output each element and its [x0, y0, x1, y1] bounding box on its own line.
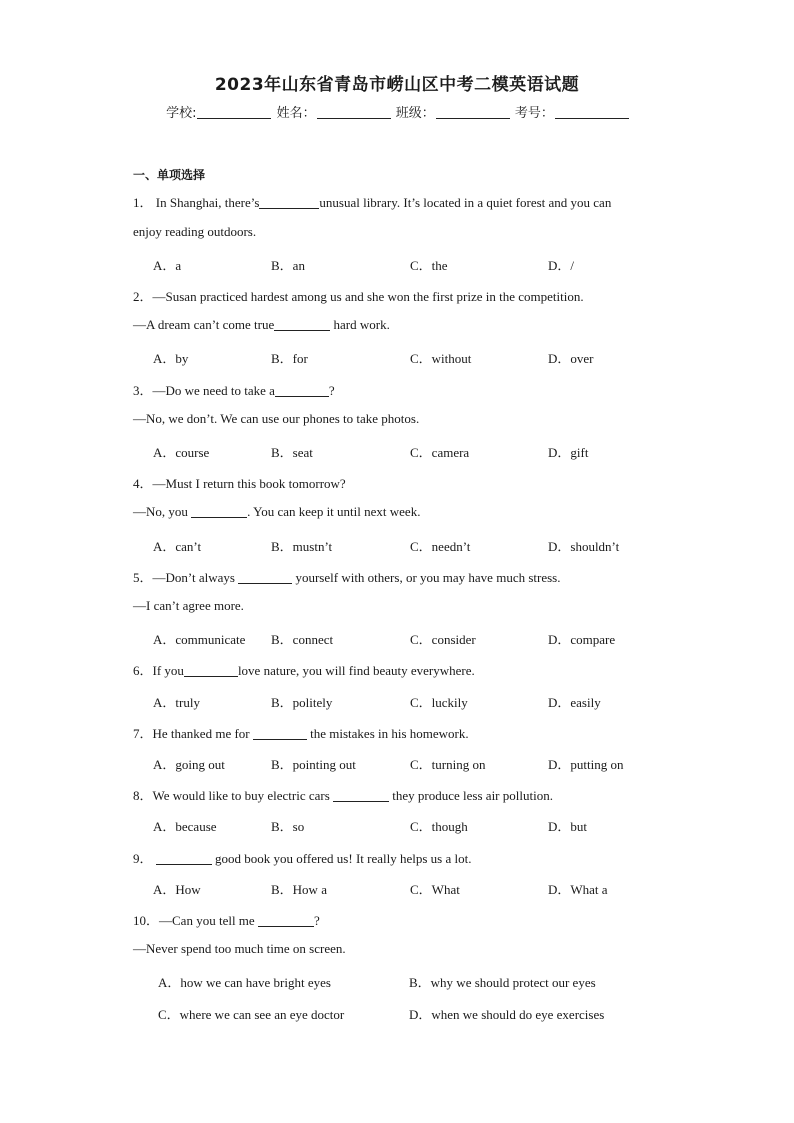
- option-c[interactable]: C．where we can see an eye doctor: [158, 1007, 345, 1022]
- question-1-line-1: 1． In Shanghai, there’s unusual library. It’s located in a quiet forest and you can: [133, 195, 612, 210]
- class-blank[interactable]: [436, 106, 510, 119]
- question-5-line-1: 5．—Don’t always yourself with others, or you may have much stress.: [133, 570, 561, 585]
- name-blank[interactable]: [317, 106, 391, 119]
- section-title: 一、单项选择: [133, 168, 206, 182]
- student-info-line: [0, 102, 794, 121]
- option-b[interactable]: B．seat: [271, 445, 313, 460]
- option-c[interactable]: C．What: [410, 882, 460, 897]
- option-a[interactable]: A．by: [153, 351, 189, 366]
- option-a[interactable]: A．course: [153, 445, 210, 460]
- option-d[interactable]: D．What a: [548, 882, 608, 897]
- option-a[interactable]: A．How: [153, 882, 201, 897]
- answer-blank[interactable]: [275, 384, 329, 397]
- exam-number-blank[interactable]: [555, 106, 629, 119]
- question-5-line-2: —I can’t agree more.: [133, 598, 244, 613]
- option-c[interactable]: C．turning on: [410, 757, 486, 772]
- option-b[interactable]: B．mustn’t: [271, 539, 333, 554]
- option-b[interactable]: B．How a: [271, 882, 327, 897]
- answer-blank[interactable]: [238, 571, 292, 584]
- question-7-options: [153, 754, 673, 772]
- option-d[interactable]: D．easily: [548, 695, 601, 710]
- option-b[interactable]: B．politely: [271, 695, 333, 710]
- answer-blank[interactable]: [259, 196, 319, 209]
- answer-blank[interactable]: [184, 664, 238, 677]
- school-label: 学校:: [166, 106, 197, 121]
- class-label: 班级：: [395, 106, 435, 121]
- question-10-line-2: —Never spend too much time on screen.: [133, 941, 346, 956]
- option-c[interactable]: C．though: [410, 819, 468, 834]
- answer-blank[interactable]: [253, 727, 307, 740]
- question-3-line-1: 3．—Do we need to take a ?: [133, 383, 335, 398]
- question-6-line-1: 6．If you love nature, you will find beauty everywhere.: [133, 663, 475, 678]
- option-a[interactable]: A．going out: [153, 757, 225, 772]
- option-a[interactable]: A．a: [153, 258, 182, 273]
- question-2-line-2: —A dream can’t come true hard work.: [133, 317, 390, 332]
- option-a[interactable]: A．how we can have bright eyes: [158, 975, 331, 990]
- exam-number-label: 考号：: [514, 106, 554, 121]
- question-1-line-2: enjoy reading outdoors.: [133, 224, 257, 239]
- option-b[interactable]: B．an: [271, 258, 305, 273]
- answer-blank[interactable]: [274, 318, 330, 331]
- option-d[interactable]: D．shouldn’t: [548, 539, 620, 554]
- question-4-line-1: 4．—Must I return this book tomorrow?: [133, 476, 346, 491]
- question-9-options: [153, 879, 673, 897]
- option-a[interactable]: A．communicate: [153, 632, 246, 647]
- question-1-options: [153, 255, 673, 273]
- answer-blank[interactable]: [191, 505, 247, 518]
- answer-blank[interactable]: [258, 914, 314, 927]
- option-d[interactable]: D．gift: [548, 445, 589, 460]
- answer-blank[interactable]: [156, 852, 212, 865]
- question-3-options: [153, 442, 673, 460]
- option-b[interactable]: B．why we should protect our eyes: [409, 975, 596, 990]
- question-4-line-2: —No, you . You can keep it until next week.: [133, 504, 421, 519]
- option-c[interactable]: C．consider: [410, 632, 476, 647]
- question-8-line-1: 8．We would like to buy electric cars they produce less air pollution.: [133, 788, 553, 803]
- question-10-options-row-2: [158, 1004, 678, 1022]
- exam-title: 2023年山东省青岛市崂山区中考二模英语试题: [214, 75, 580, 95]
- option-b[interactable]: B．so: [271, 819, 305, 834]
- option-b[interactable]: B．connect: [271, 632, 334, 647]
- question-4-options: [153, 536, 673, 554]
- question-10-line-1: 10．—Can you tell me ?: [133, 913, 320, 928]
- question-10-options-row-1: [158, 972, 678, 990]
- option-c[interactable]: C．luckily: [410, 695, 468, 710]
- question-5-options: [153, 629, 673, 647]
- option-a[interactable]: A．because: [153, 819, 217, 834]
- option-d[interactable]: D．compare: [548, 632, 616, 647]
- question-7-line-1: 7．He thanked me for the mistakes in his homework.: [133, 726, 469, 741]
- option-a[interactable]: A．truly: [153, 695, 200, 710]
- question-8-options: [153, 816, 673, 834]
- question-2-options: [153, 348, 673, 366]
- question-3-line-2: —No, we don’t. We can use our phones to take photos.: [133, 411, 420, 426]
- option-c[interactable]: C．camera: [410, 445, 470, 460]
- name-label: 姓名：: [276, 106, 316, 121]
- answer-blank[interactable]: [333, 789, 389, 802]
- question-9-line-1: 9． good book you offered us! It really helps us a lot.: [133, 851, 472, 866]
- option-d[interactable]: D．putting on: [548, 757, 624, 772]
- option-b[interactable]: B．for: [271, 351, 308, 366]
- option-c[interactable]: C．the: [410, 258, 448, 273]
- option-d[interactable]: D．/: [548, 258, 575, 273]
- option-b[interactable]: B．pointing out: [271, 757, 356, 772]
- question-2-line-1: 2．—Susan practiced hardest among us and she won the first prize in the competition.: [133, 289, 584, 304]
- option-d[interactable]: D．over: [548, 351, 594, 366]
- option-d[interactable]: D．but: [548, 819, 588, 834]
- option-c[interactable]: C．needn’t: [410, 539, 471, 554]
- option-c[interactable]: C．without: [410, 351, 472, 366]
- option-a[interactable]: A．can’t: [153, 539, 202, 554]
- question-6-options: [153, 692, 673, 710]
- school-blank[interactable]: [197, 106, 271, 119]
- option-d[interactable]: D．when we should do eye exercises: [409, 1007, 605, 1022]
